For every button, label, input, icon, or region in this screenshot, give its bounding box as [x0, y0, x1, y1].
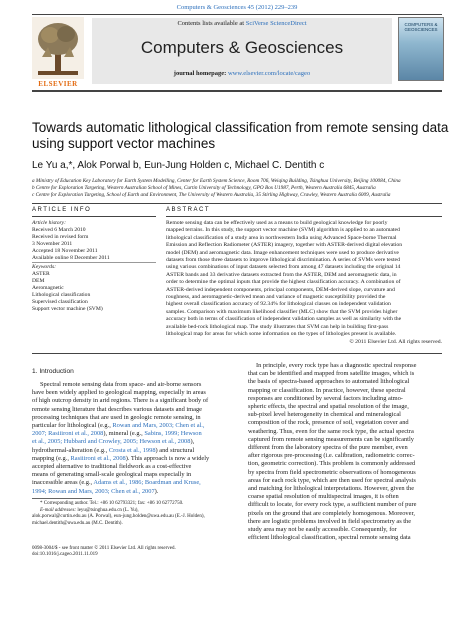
- body-line: after rigorous pre-processing (i.e. calibration, radiometric correc-: [248, 452, 415, 460]
- body-line: captured from remote sensing measurements can be significantly: [248, 435, 414, 443]
- body-text: inaccessible areas (e.g.,: [32, 479, 94, 487]
- citation-link[interactable]: Rasiiironi et al., 2008: [70, 454, 126, 462]
- body-line: pixels on the ground that are completely homogenous. Moreover,: [248, 509, 415, 517]
- citation-link[interactable]: 1994; Rowan and Mars, 2003; Chen et al., 2007: [32, 487, 155, 495]
- journal-homepage-link[interactable]: www.elsevier.com/locate/cageo: [227, 70, 311, 77]
- body-line: difficult to locate, for every rock type, a sufficient number of pure: [248, 501, 417, 509]
- history-entry: Received in revised form: [32, 234, 89, 240]
- body-text: ),: [190, 438, 195, 446]
- email-line: [32, 508, 236, 515]
- footnote-rule: [32, 498, 92, 499]
- body-line: by spectra from field spectrometric observations of homogeneous: [248, 468, 416, 476]
- article-title-line: using support vector machines: [32, 136, 216, 151]
- abstract-line: datasets from those three datasets to improve lithological discrimination. A series of SVMs were tested: [166, 257, 400, 264]
- keywords-label: Keywords:: [32, 264, 57, 270]
- body-line: [32, 488, 236, 496]
- abstract-rule: [166, 216, 442, 217]
- footnotes: [32, 501, 236, 527]
- email-address[interactable]: leyu@tsinghua.edu.cn (L. Yu),: [77, 507, 139, 513]
- body-line: processing techniques that are used in geologic remote sensing, in: [32, 413, 201, 421]
- body-line: [32, 455, 236, 463]
- email-label: E-mail addresses:: [40, 507, 78, 513]
- body-line: sub-pixel level heterogeneity in chemical and mineralogical: [248, 411, 401, 419]
- body-line: Spectral remote sensing data from space- and air-borne sensors: [40, 381, 202, 388]
- body-line: the basis of spectra-based approaches to automated lithological: [248, 378, 410, 386]
- article-history: [32, 220, 156, 262]
- abstract-line: lithological map for areas for which some information on the types of lithologies present is available.: [166, 331, 397, 338]
- body-line: have been widely applied to geological mapping, especially in areas: [32, 389, 206, 397]
- abstract-line: available bed-rock lithological map. The study illustrates that SVM can help in building first-pass: [166, 323, 389, 330]
- affiliation: a Ministry of Education Key Laboratory for Earth System Modelling, Center for Earth System Science, Room 706, Weiqing Building, Tsinghua University, Beijing 100084, China: [32, 178, 401, 184]
- email-line[interactable]: alok.porwal@curtin.edu.au (A. Porwal), eun-jung.holden@uwa.edu.au (E.-J. Holden),: [32, 514, 205, 520]
- keyword: ASTER: [32, 271, 50, 277]
- body-line: [32, 422, 236, 430]
- abstract-heading: ABSTRACT: [166, 207, 211, 213]
- citation-link[interactable]: 2007; Rasiiironi et al., 2008: [32, 430, 104, 438]
- body-text: mapping (e.g.,: [32, 454, 71, 462]
- body-line: there are logistic problems involved in field spectrometry as the: [248, 517, 412, 525]
- email-line[interactable]: michael.dentith@uwa.edu.au (M.C. Dentith).: [32, 520, 123, 526]
- header-top-rule: [32, 14, 442, 15]
- affiliation: c Centre for Exploration Targeting, School of Earth and Environment, The University of Western Australia, 35 Stirling Highway, Crawley, Western Australia 6009, Australia: [32, 192, 391, 198]
- body-line: [32, 430, 236, 438]
- body-line: In principle, every rock type has a diagnostic spectral response: [256, 362, 417, 369]
- history-entry: 3 November 2011: [32, 241, 73, 247]
- keyword: Aeromagnetic: [32, 285, 64, 291]
- author-list[interactable]: Le Yu a,*, Alok Porwal b, Eun-Jung Holden c, Michael C. Dentith c: [32, 160, 325, 171]
- abstract-line: order to determine the optimal inputs that provide the highest classification accuracy. A combination of: [166, 279, 401, 286]
- keyword: Supervised classification: [32, 299, 88, 305]
- section-bottom-rule: [32, 353, 442, 354]
- journal-reference[interactable]: Computers & Geosciences 45 (2012) 229–239: [176, 4, 298, 11]
- abstract-line: model (DEM) and aeromagnetic data. Image enhancement techniques were used to produce derivative: [166, 249, 399, 256]
- page-footer: [32, 546, 332, 559]
- abstract-line: accuracy both in terms of classification of independent validation samples as well as similarity with the: [166, 316, 402, 323]
- body-text: ) and structural: [155, 446, 195, 454]
- citation-link[interactable]: Adams et al., 1986; Boardman and Kruse,: [93, 479, 201, 487]
- info-rule: [32, 216, 156, 217]
- affiliation: b Centre for Exploration Targeting, Western Australian School of Mines, Curtin University of Technology, GPO Box U1987, Perth, Western Australia 6845, Australia: [32, 185, 376, 191]
- body-line: areas for each rock type, which are then used for spectral analysis: [248, 476, 416, 484]
- article-title-line: Towards automatic lithological classification from remote sensing data: [32, 120, 449, 135]
- body-line: weathering. Thus, even for the same rock type, the actual spectra: [248, 427, 414, 435]
- body-line: efficient lithological classification, spectral remote sensing data: [248, 534, 411, 542]
- body-line: coarse spatial resolution of multispectral images, it is often: [248, 493, 399, 501]
- sciencedirect-link[interactable]: SciVerse ScienceDirect: [245, 20, 307, 27]
- citation-link[interactable]: Sabins, 1999; Hewson: [144, 430, 202, 438]
- introduction-heading: 1. Introduction: [32, 368, 74, 375]
- body-line: accepted alternative to traditional fieldwork as a cost-effective: [32, 463, 192, 471]
- article-info-heading: ARTICLE INFO: [32, 207, 92, 213]
- publisher-logo-text: ELSEVIER: [38, 80, 78, 88]
- body-text: particular for lithological (e.g.,: [32, 422, 113, 430]
- intro-left-column: [32, 381, 236, 496]
- abstract-line: mapped terrains. In this study, the support vector machine (SVM) algorithm is applied to an automated: [166, 227, 400, 234]
- journal-homepage-line: [92, 70, 392, 77]
- body-line: composition of the rock, presence of soil, vegetation cover and: [248, 419, 409, 427]
- body-line: responses are conditioned by several factors including atmo-: [248, 394, 403, 402]
- contents-prefix: Contents lists available at: [177, 20, 246, 27]
- body-line: that can be identified and mapped from satellite images, which is: [248, 370, 415, 378]
- body-line: and matching for lithological interpretations. However, given the: [248, 485, 415, 493]
- body-text: ), mineral (e.g.,: [103, 430, 145, 438]
- body-line: [32, 479, 236, 487]
- body-line: tion, geometric correction). This problem is commonly addressed: [248, 460, 416, 468]
- body-line: study area may not be easily accessible. Consequently, for: [248, 526, 397, 534]
- body-line: [32, 438, 236, 446]
- history-entry: Accepted 18 November 2011: [32, 248, 98, 254]
- body-line: remote sensing literature that describes various datasets and image: [32, 405, 203, 413]
- body-line: mapping or classification. In practice, however, these spectral: [248, 386, 406, 394]
- abstract-line: roughness, and aeromagnetic-derived mean and variance of magnetic susceptibility provided the: [166, 294, 386, 301]
- abstract-line: ASTER-derived independent components, principal components, DEM-derived slope, curvature and: [166, 286, 395, 293]
- body-line: different from the laboratory spectra of the pure member, even: [248, 444, 408, 452]
- keyword: DEM: [32, 278, 45, 284]
- journal-title: Computers & Geosciences: [140, 38, 344, 57]
- history-entry: Received 6 March 2010: [32, 227, 86, 233]
- body-line: [32, 447, 236, 455]
- cover-title: COMPUTERS & GEOSCIENCES: [404, 22, 438, 32]
- issn-line: 0098-3004/$ - see front matter © 2011 Elsevier Ltd. All rights reserved.: [32, 546, 176, 551]
- abstract-body: [166, 220, 442, 346]
- article-title: [32, 120, 452, 152]
- abstract-line: Emission and Reflection Radiometer (ASTER) imagery, together with ASTER-derived digital elevation: [166, 242, 403, 249]
- citation-link[interactable]: Rowan and Mars, 2003; Chen et al.,: [112, 422, 205, 430]
- abstract-line: Remote sensing data can be effectively used as a means to build geological knowledge for poorly: [166, 220, 388, 226]
- body-text: hydrothermal-alteration (e.g.,: [32, 446, 109, 454]
- body-line: of high outcrop density in arid regions. There is a significant body of: [32, 397, 209, 405]
- history-label: Article history:: [32, 220, 67, 226]
- homepage-prefix: journal homepage:: [173, 70, 228, 77]
- elsevier-tree-logo: [32, 17, 84, 79]
- body-line: spheric effects, the spectral and spatial resolution of the image,: [248, 403, 409, 411]
- contents-line: [92, 20, 392, 27]
- section-top-rule: [32, 203, 442, 204]
- keyword: Support vector machine (SVM): [32, 306, 103, 312]
- citation-link[interactable]: Crosta et al., 1998: [108, 446, 156, 454]
- citation-link[interactable]: et al., 2005; Hubbard and Crowley, 2005; Hewson et al., 2008: [32, 438, 191, 446]
- abstract-line: lithological classification of a study area in northwestern India using Advanced Space-borne Thermal: [166, 234, 397, 241]
- abstract-line: samples. Comparison with maximum likelihood classifier (MLC) show that the SVM provides higher: [166, 308, 398, 315]
- abstract-line: ASTER bands and 33 derivative datasets extracted from the ASTER, DEM and aeromagnetic data, in: [166, 271, 397, 278]
- abstract-line: highest overall classification accuracy of 92.34% for lithological classes on independent validation: [166, 301, 391, 308]
- history-entry: Available online 8 December 2011: [32, 255, 110, 261]
- corresponding-author-note: * Corresponding author. Tel.: +86 10 62793321; fax: +86 10 62772750.: [40, 501, 184, 506]
- intro-right-column: [248, 362, 442, 542]
- journal-cover-thumbnail: [398, 17, 444, 81]
- header-bottom-rule: [32, 90, 442, 92]
- body-text: ). This approach is now a widely: [125, 454, 210, 462]
- copyright-line: © 2011 Elsevier Ltd. All rights reserved.: [349, 338, 442, 345]
- body-line: means of generating small-scale geological maps especially in: [32, 471, 192, 479]
- keyword: Lithological classification: [32, 292, 91, 298]
- abstract-line: using various combinations of input datasets selected from among 47 datasets including the original 14: [166, 264, 401, 271]
- affiliations: [32, 178, 452, 199]
- keywords-rule: [32, 262, 156, 263]
- body-text: ).: [154, 487, 159, 495]
- doi-line[interactable]: doi:10.1016/j.cageo.2011.11.019: [32, 552, 98, 558]
- keywords: [32, 264, 156, 313]
